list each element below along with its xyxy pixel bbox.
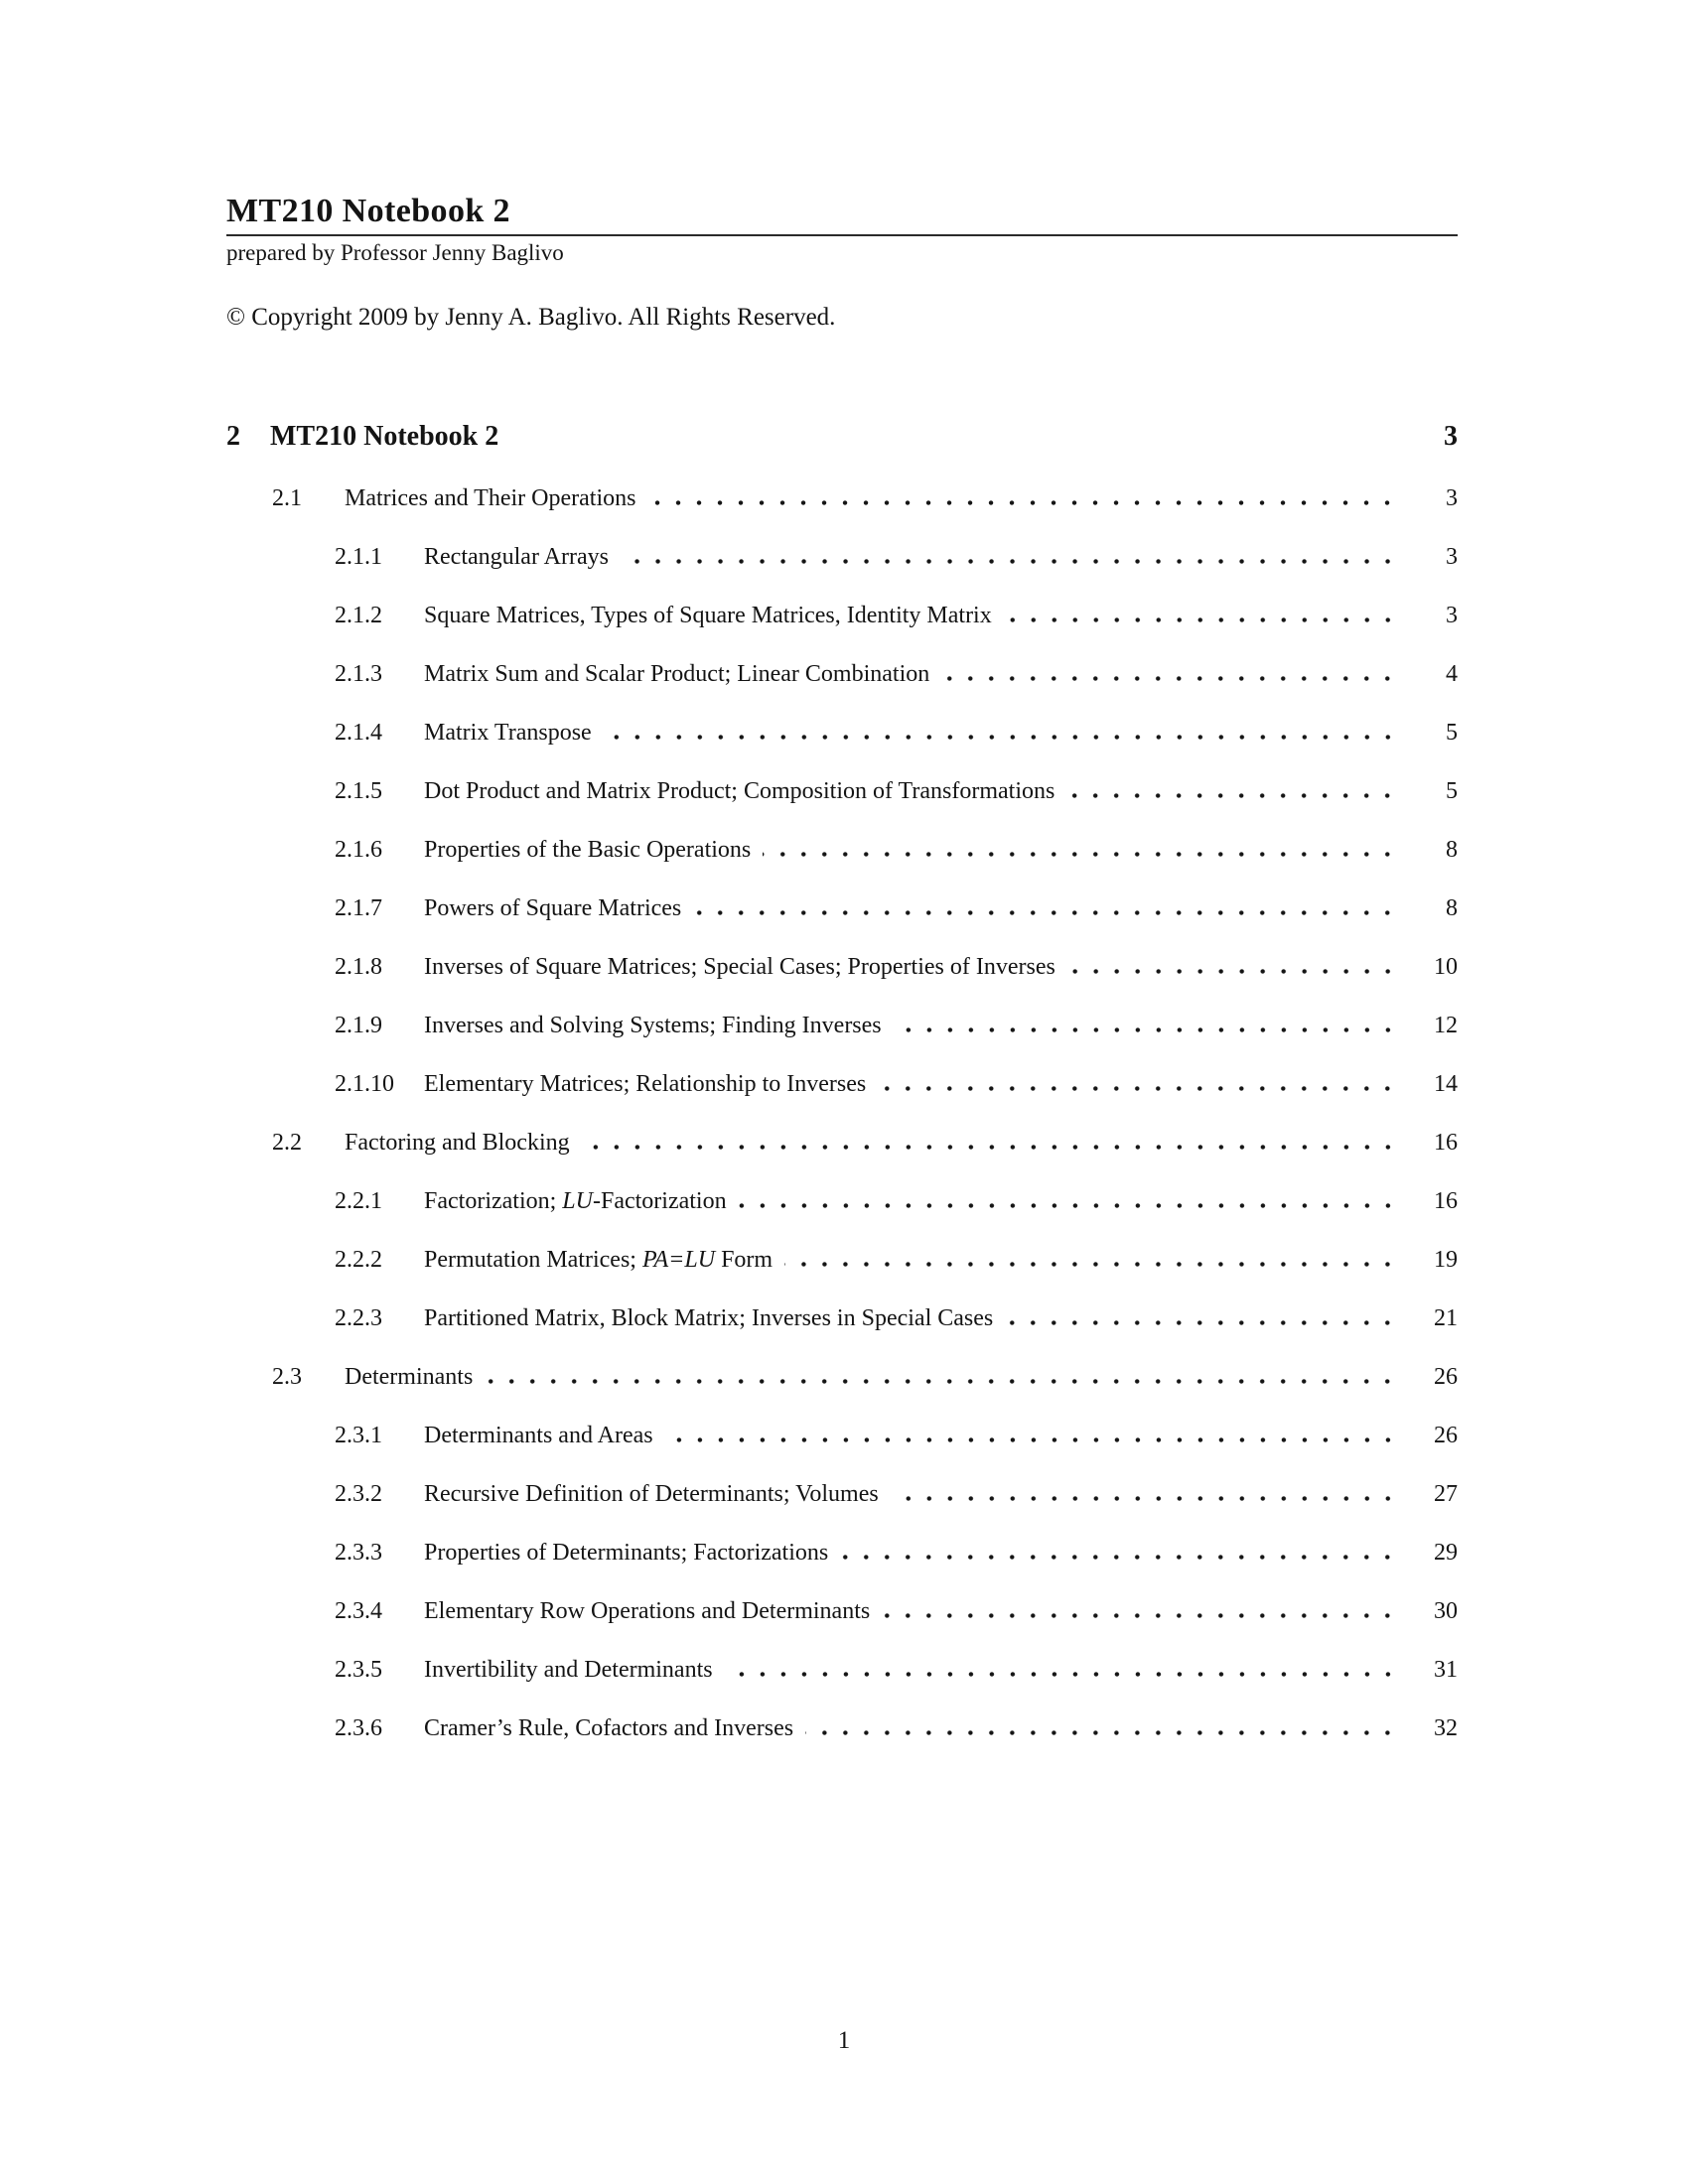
toc-entry: [226, 1247, 1458, 1305]
toc-entry: [226, 720, 1458, 778]
toc-entry-page: 26: [1434, 1423, 1458, 1448]
toc-section-page: 3: [1444, 421, 1458, 452]
toc-entry-number: 2.1.10: [335, 1071, 394, 1097]
page-number: 1: [837, 2027, 851, 2054]
toc-entry-page: 12: [1434, 1013, 1458, 1038]
dot-leader: [621, 559, 1398, 564]
toc-entry: [226, 1305, 1458, 1364]
toc-entry-number: 2.1.5: [335, 778, 382, 804]
toc-entry-number: 2.1.2: [335, 603, 382, 628]
toc-entry-number: 2.1.9: [335, 1013, 382, 1038]
toc-entry: [226, 1481, 1458, 1540]
toc-entry-title: Elementary Row Operations and Determinants: [424, 1598, 871, 1624]
toc-entry-number: 2.2: [272, 1130, 302, 1156]
dot-leader: [725, 1672, 1398, 1677]
toc-entry-number: 2.1.4: [335, 720, 382, 746]
toc-entry: [226, 1540, 1458, 1598]
toc-entry-title: Inverses and Solving Systems; Finding Inverses: [424, 1013, 882, 1038]
toc-entry-page: 10: [1434, 954, 1458, 980]
dot-leader: [647, 500, 1398, 505]
dot-leader: [941, 676, 1398, 681]
toc-entry-title: Matrix Transpose: [424, 720, 592, 746]
toc-entry-number: 2.1.6: [335, 837, 382, 863]
toc-entry: [226, 1598, 1458, 1657]
dot-leader: [485, 1379, 1398, 1384]
toc-entry-page: 32: [1434, 1715, 1458, 1741]
toc-entry-number: 2.3.6: [335, 1715, 382, 1741]
toc-entry-number: 2.3: [272, 1364, 302, 1390]
dot-leader: [805, 1730, 1398, 1735]
toc-entry-number: 2.3.2: [335, 1481, 382, 1507]
dot-leader: [784, 1262, 1398, 1267]
toc-entry-number: 2.3.4: [335, 1598, 382, 1624]
toc-entry-title: Powers of Square Matrices: [424, 895, 682, 921]
document-title: MT210 Notebook 2: [226, 193, 510, 229]
toc-entry-title: Factorization; LU-Factorization: [424, 1188, 727, 1214]
toc-entry-number: 2.2.2: [335, 1247, 382, 1273]
toc-entry-page: 31: [1434, 1657, 1458, 1683]
dot-leader: [665, 1437, 1398, 1442]
dot-leader: [882, 1613, 1398, 1618]
toc-entry-title: Square Matrices, Types of Square Matrices, Identity Matrix: [424, 603, 992, 628]
toc-entry-title: Cramer’s Rule, Cofactors and Inverses: [424, 1715, 794, 1741]
toc-entry: [226, 661, 1458, 720]
toc-entry-title: Dot Product and Matrix Product; Composition of Transformations: [424, 778, 1055, 804]
title-rule: [226, 234, 1458, 236]
toc-entry-title: Matrices and Their Operations: [345, 485, 636, 511]
toc-entry-title: Properties of Determinants; Factorizations: [424, 1540, 829, 1566]
toc-entry-title: Permutation Matrices; PA=LU Form: [424, 1247, 774, 1273]
dot-leader: [582, 1145, 1398, 1150]
toc-entry: [226, 1423, 1458, 1481]
toc-entry-page: 8: [1446, 895, 1458, 921]
toc-section-title: MT210 Notebook 2: [270, 421, 499, 452]
toc-entry-page: 21: [1434, 1305, 1458, 1331]
toc-entry: [226, 1715, 1458, 1774]
toc-entry-title: Rectangular Arrays: [424, 544, 609, 570]
toc-entry: [226, 1188, 1458, 1247]
toc-entry-page: 14: [1434, 1071, 1458, 1097]
toc-entry-page: 4: [1446, 661, 1458, 687]
toc-entry-page: 16: [1434, 1188, 1458, 1214]
toc-entry: [226, 1130, 1458, 1188]
dot-leader: [840, 1555, 1398, 1560]
table-of-contents: [226, 421, 1458, 1774]
dot-leader: [693, 910, 1398, 915]
toc-entry-title: Determinants and Areas: [424, 1423, 653, 1448]
dot-leader: [891, 1496, 1398, 1501]
toc-entry-page: 8: [1446, 837, 1458, 863]
toc-entry-page: 29: [1434, 1540, 1458, 1566]
toc-entry-number: 2.3.1: [335, 1423, 382, 1448]
toc-entry-number: 2.1.8: [335, 954, 382, 980]
dot-leader: [763, 852, 1398, 857]
toc-entry-number: 2.1.3: [335, 661, 382, 687]
toc-entry-page: 5: [1446, 720, 1458, 746]
toc-entry-title: Recursive Definition of Determinants; Volumes: [424, 1481, 879, 1507]
toc-entry-page: 3: [1446, 544, 1458, 570]
document-header: [226, 193, 1458, 266]
toc-entry-title: Inverses of Square Matrices; Special Cases; Properties of Inverses: [424, 954, 1055, 980]
toc-section-number: 2: [226, 421, 240, 452]
toc-entry: [226, 1013, 1458, 1071]
toc-entry-page: 19: [1434, 1247, 1458, 1273]
dot-leader: [1067, 969, 1398, 974]
toc-entry-number: 2.1.1: [335, 544, 382, 570]
toc-entry-page: 26: [1434, 1364, 1458, 1390]
toc-entry-page: 3: [1446, 603, 1458, 628]
toc-entry-number: 2.1: [272, 485, 302, 511]
dot-leader: [1005, 1320, 1398, 1325]
toc-entry: [226, 1071, 1458, 1130]
toc-entry-title: Properties of the Basic Operations: [424, 837, 752, 863]
toc-entry: [226, 954, 1458, 1013]
toc-entry: [226, 837, 1458, 895]
dot-leader: [1004, 617, 1398, 622]
toc-entry: [226, 544, 1458, 603]
toc-entry-number: 2.3.3: [335, 1540, 382, 1566]
toc-entry: [226, 778, 1458, 837]
toc-entry: [226, 1364, 1458, 1423]
toc-entry-list: [226, 485, 1458, 1774]
toc-entry-number: 2.2.1: [335, 1188, 382, 1214]
toc-entry-title: Invertibility and Determinants: [424, 1657, 713, 1683]
toc-entry-title: Partitioned Matrix, Block Matrix; Inverses in Special Cases: [424, 1305, 994, 1331]
toc-entry-number: 2.2.3: [335, 1305, 382, 1331]
dot-leader: [1066, 793, 1398, 798]
toc-entry: [226, 485, 1458, 544]
dot-leader: [739, 1203, 1398, 1208]
dot-leader: [894, 1027, 1398, 1032]
document-subtitle: prepared by Professor Jenny Baglivo: [226, 240, 564, 266]
dot-leader: [604, 735, 1398, 740]
toc-entry-page: 30: [1434, 1598, 1458, 1624]
toc-entry-number: 2.1.7: [335, 895, 382, 921]
toc-entry-title: Factoring and Blocking: [345, 1130, 570, 1156]
toc-entry-number: 2.3.5: [335, 1657, 382, 1683]
toc-entry-page: 3: [1446, 485, 1458, 511]
copyright-line: © Copyright 2009 by Jenny A. Baglivo. All Rights Reserved.: [226, 304, 836, 331]
toc-section-heading: [226, 421, 1458, 453]
toc-entry: [226, 1657, 1458, 1715]
toc-entry: [226, 603, 1458, 661]
toc-entry-page: 27: [1434, 1481, 1458, 1507]
toc-entry-title: Elementary Matrices; Relationship to Inverses: [424, 1071, 867, 1097]
toc-entry-page: 5: [1446, 778, 1458, 804]
dot-leader: [878, 1086, 1398, 1091]
toc-entry-title: Matrix Sum and Scalar Product; Linear Combination: [424, 661, 930, 687]
toc-entry-page: 16: [1434, 1130, 1458, 1156]
toc-entry-title: Determinants: [345, 1364, 474, 1390]
toc-entry: [226, 895, 1458, 954]
